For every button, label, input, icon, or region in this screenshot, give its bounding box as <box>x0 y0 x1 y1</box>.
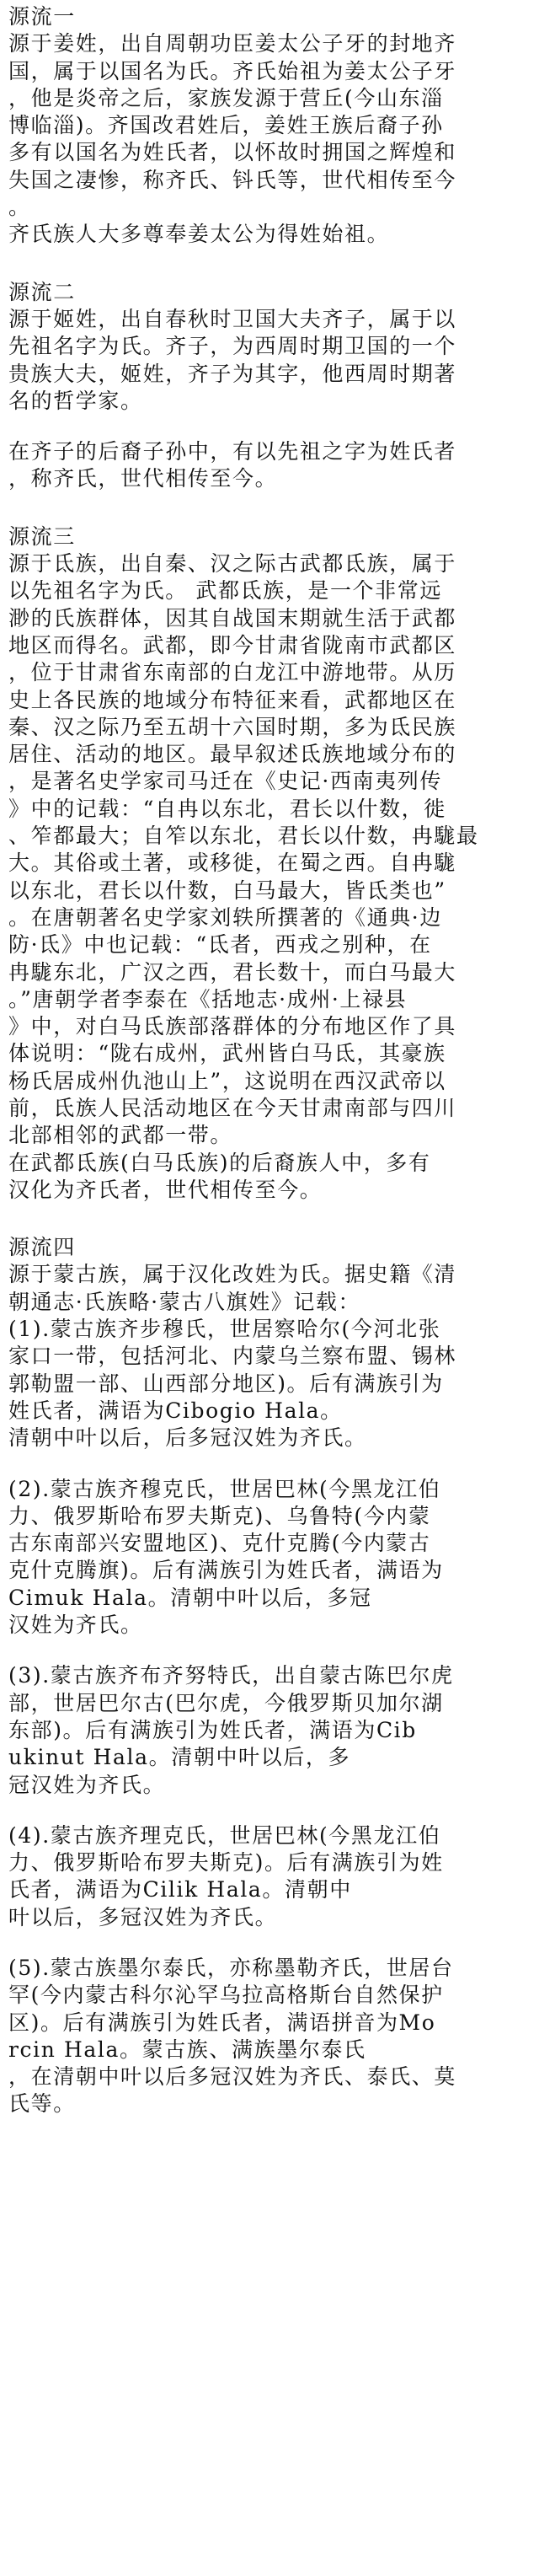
spacer <box>8 1931 531 1955</box>
section-title: 源流四 <box>8 1235 76 1260</box>
spacer <box>8 415 531 438</box>
paragraph: (2).蒙古族齐穆克氏，世居巴林(今黑龙江伯 力、俄罗斯哈布罗夫斯克)、乌鲁特(今内蒙 古东南部兴安盟地区)、克什克腾(今内蒙古 克什克腾旗)。后有满族引为姓氏者，满语为 Cimuk Hala。清朝中叶以后，多冠 汉姓为齐氏。 <box>8 1476 444 1638</box>
section-title: 源流二 <box>8 279 76 304</box>
section-title: 源流三 <box>8 523 76 549</box>
spacer <box>8 1639 531 1662</box>
paragraph: (3).蒙古族齐布齐努特氏，出自蒙古陈巴尔虎 部，世居巴尔古(巴尔虎，今俄罗斯贝加尔湖 东部)。后有满族引为姓氏者，满语为Cib ukinut Hala。清朝中叶以后，多 冠汉姓为齐氏。 <box>8 1663 454 1797</box>
section-1 <box>8 3 531 249</box>
section-title: 源流一 <box>8 4 76 29</box>
spacer <box>8 249 531 279</box>
spacer <box>8 493 531 523</box>
spacer <box>8 1799 531 1822</box>
paragraph: 源于氐族，出自秦、汉之际古武都氐族，属于 以先祖名字为氏。 武都氐族，是一个非常远 渺的氏族群体，因其自战国末期就生活于武都 地区而得名。武都，即今甘肃省陇南市武都区 ，位于甘肃省东南部的白龙江中游地带。从历 史上各民族的地域分布特征来看，武都地区在 秦、汉之际乃至五胡十六国时期，多为氐民族 居住、活动的地区。最早叙述氐族地域分布的 ，是著名史学家司马迁在《史记·西南夷列传 》中的记载：“自冉以东北，君长以什数，徙 、笮都最大；自笮以东北，君长以什数，冉駹最 大。其俗或土著，或移徙，在蜀之西。自冉駹 以东北，君长以什数，白马最大，皆氐类也” 。在唐朝著名史学家刘轶所撰著的《通典·边 防·氐》中也记载：“氐者，西戎之别种，在 冉駹东北，广汉之西，君长数十，而白马最大 。”唐朝学者李泰在《括地志·成州·上禄县 》中，对白马氐族部落群体的分布地区作了具 体说明：“陇右成州，武州皆白马氐，其豪族 杨氏居成州仇池山上”，这说明在西汉武帝以 前，氐族人民活动地区在今天甘肃南部与四川 北部相邻的武都一带。 <box>8 551 479 1148</box>
section-3 <box>8 523 531 1204</box>
paragraph: 在齐子的后裔子孙中，有以先祖之字为姓氏者 ，称齐氏，世代相传至今。 <box>8 439 457 491</box>
paragraph: (4).蒙古族齐理克氏，世居巴林(今黑龙江伯 力、俄罗斯哈布罗夫斯克)。后有满族引为姓 氏者，满语为Cilik Hala。清朝中 叶以后，多冠汉姓为齐氏。 <box>8 1822 444 1929</box>
section-4 <box>8 1234 531 2118</box>
paragraph: (5).蒙古族墨尔泰氏，亦称墨勒齐氏，世居台 罕(今内蒙古科尔沁罕乌拉高格斯台自然保护 区)。后有满族引为姓氏者，满语拼音为Mo rcin Hala。蒙古族、满族墨尔泰氏 ，在清朝中叶以后多冠汉姓为齐氏、泰氏、莫 氏等。 <box>8 1956 457 2117</box>
paragraph: 在武都氐族(白马氐族)的后裔族人中，多有 汉化为齐氏者，世代相传至今。 <box>8 1150 431 1202</box>
paragraph: 源于蒙古族，属于汉化改姓为氏。据史籍《清 朝通志·氏族略·蒙古八旗姓》记载： (1).蒙古族齐步穆氏，世居察哈尔(今河北张 家口一带，包括河北、内蒙乌兰察布盟、锡林 郭勒盟一部、山西部分地区)。后有满族引为 姓氏者，满语为Cibogio Hala。 清朝中叶以后，后多冠汉姓为齐氏。 <box>8 1262 457 1451</box>
spacer <box>8 1204 531 1234</box>
paragraph: 齐氏族人大多尊奉姜太公为得姓始祖。 <box>8 222 390 247</box>
spacer <box>8 1452 531 1476</box>
paragraph: 源于姜姓，出自周朝功臣姜太公子牙的封地齐 国，属于以国名为氏。齐氏始祖为姜太公子牙 ，他是炎帝之后，家族发源于营丘(今山东淄 博临淄)。齐国改君姓后，姜姓王族后裔子孙 多有以国名为姓氏者，以怀故时拥国之辉煌和 失国之凄惨，称齐氏、钭氏等，世代相传至今 。 <box>8 31 457 220</box>
section-2 <box>8 279 531 493</box>
paragraph: 源于姬姓，出自春秋时卫国大夫齐子，属于以 先祖名字为氏。齐子，为西周时期卫国的一个 贵族大夫，姬姓，齐子为其字，他西周时期著 名的哲学家。 <box>8 306 457 413</box>
